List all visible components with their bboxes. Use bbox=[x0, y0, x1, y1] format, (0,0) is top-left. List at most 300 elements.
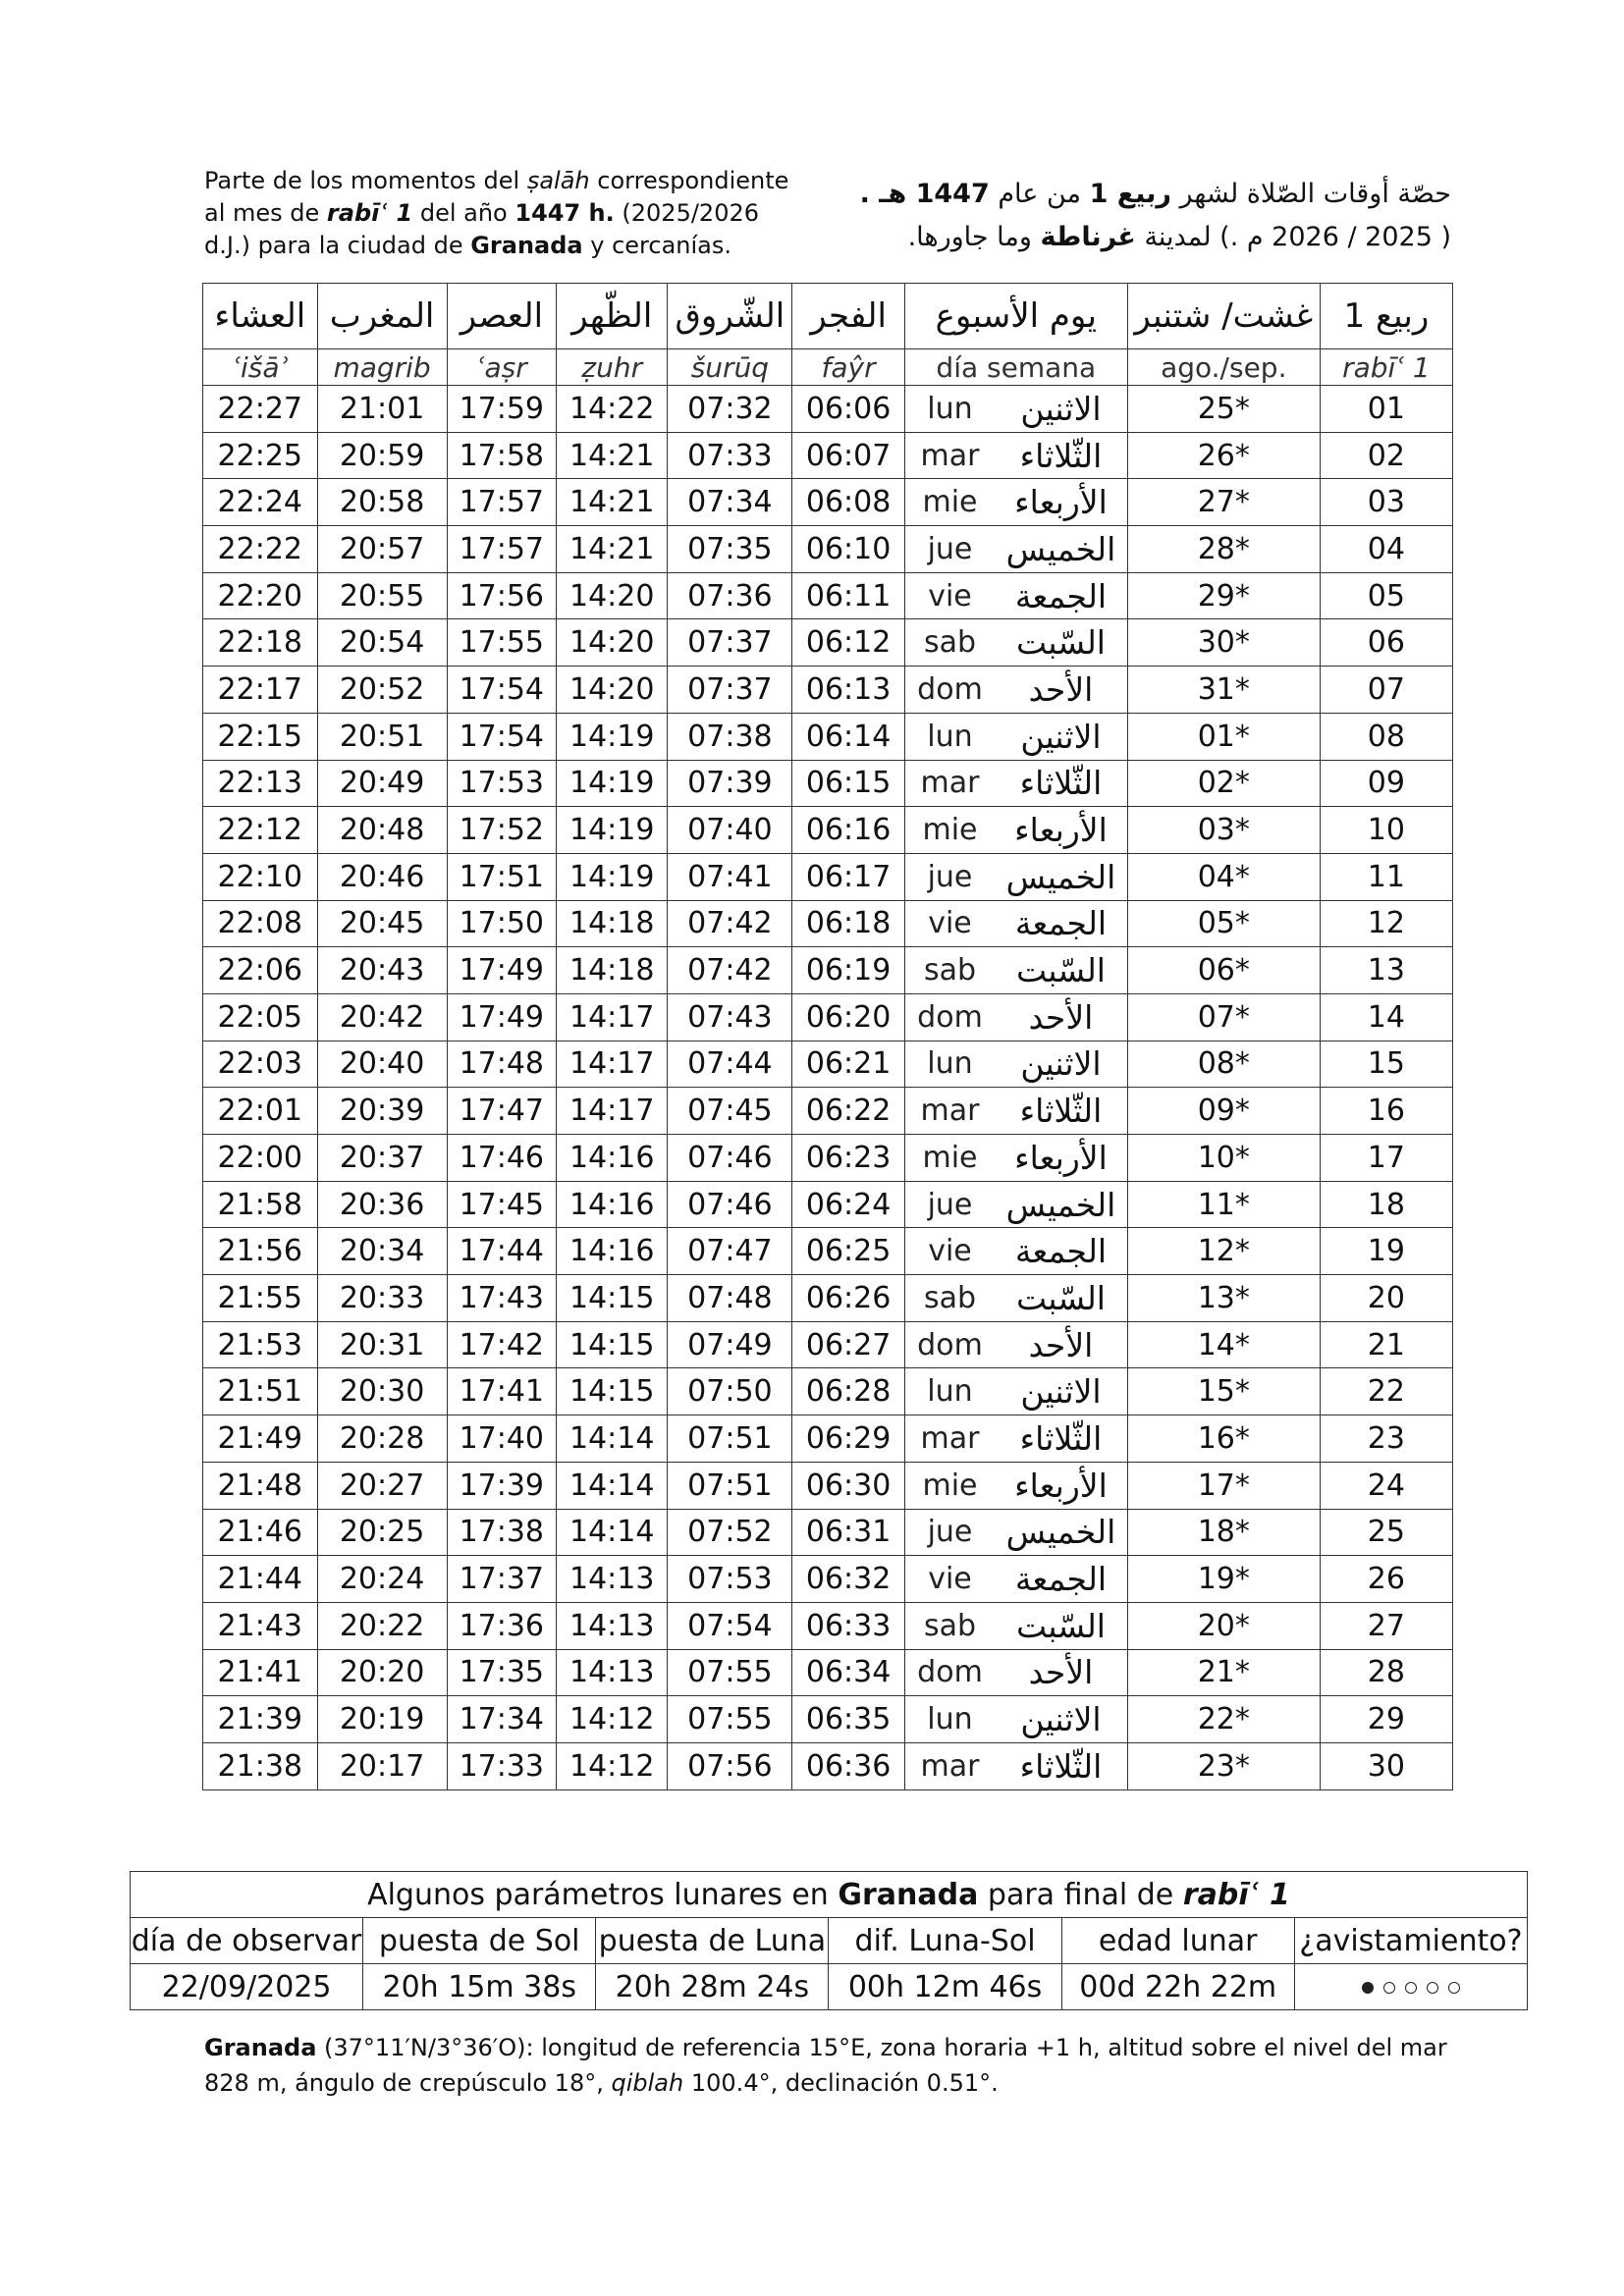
isha-cell: 21:39 bbox=[203, 1696, 318, 1743]
header-weekday-lat: día semana bbox=[904, 349, 1127, 386]
greg-day-cell: 18* bbox=[1127, 1509, 1320, 1556]
weekday-es-cell: vie bbox=[904, 1556, 995, 1603]
asr-cell: 17:54 bbox=[447, 667, 556, 714]
table-row bbox=[203, 386, 1453, 433]
maghrib-cell: 20:37 bbox=[317, 1135, 447, 1182]
zuhr-cell: 14:19 bbox=[557, 760, 668, 807]
zuhr-cell: 14:21 bbox=[557, 526, 668, 573]
weekday-ar-cell: الاثنين bbox=[995, 713, 1127, 760]
location-footer bbox=[204, 2030, 1471, 2101]
zuhr-cell: 14:13 bbox=[557, 1602, 668, 1649]
weekday-es-cell: mar bbox=[904, 760, 995, 807]
shuruq-cell: 07:47 bbox=[668, 1228, 792, 1275]
maghrib-cell: 20:22 bbox=[317, 1602, 447, 1649]
zuhr-cell: 14:19 bbox=[557, 853, 668, 900]
maghrib-cell: 20:59 bbox=[317, 432, 447, 479]
intro-ar-text-4: وما جاورها. bbox=[907, 222, 1032, 252]
zuhr-cell: 14:21 bbox=[557, 432, 668, 479]
table-row bbox=[203, 1556, 1453, 1603]
weekday-ar-cell: الجمعة bbox=[995, 1556, 1127, 1603]
hijri-day-cell: 07 bbox=[1320, 667, 1452, 714]
shuruq-cell: 07:46 bbox=[668, 1181, 792, 1228]
intro-ar-text-3: ( 2025 / 2026 م .) لمدينة bbox=[1144, 222, 1451, 252]
hijri-day-cell: 27 bbox=[1320, 1602, 1452, 1649]
isha-cell: 22:17 bbox=[203, 667, 318, 714]
isha-cell: 22:03 bbox=[203, 1041, 318, 1088]
maghrib-cell: 20:45 bbox=[317, 900, 447, 947]
hijri-day-cell: 17 bbox=[1320, 1135, 1452, 1182]
asr-cell: 17:41 bbox=[447, 1368, 556, 1415]
zuhr-cell: 14:14 bbox=[557, 1462, 668, 1509]
table-row bbox=[203, 1228, 1453, 1275]
hijri-day-cell: 03 bbox=[1320, 479, 1452, 526]
maghrib-cell: 20:27 bbox=[317, 1462, 447, 1509]
weekday-es-cell: lun bbox=[904, 713, 995, 760]
lunar-title-text-2: para final de bbox=[987, 1877, 1174, 1912]
greg-day-cell: 14* bbox=[1127, 1321, 1320, 1368]
fajr-cell: 06:14 bbox=[792, 713, 905, 760]
isha-cell: 22:10 bbox=[203, 853, 318, 900]
shuruq-cell: 07:51 bbox=[668, 1462, 792, 1509]
fajr-cell: 06:19 bbox=[792, 947, 905, 994]
isha-cell: 22:05 bbox=[203, 993, 318, 1041]
lunar-value-observe-day: 22/09/2025 bbox=[131, 1964, 363, 2010]
weekday-es-cell: vie bbox=[904, 1228, 995, 1275]
header-shuruq-lat: šurūq bbox=[668, 349, 792, 386]
greg-day-cell: 28* bbox=[1127, 526, 1320, 573]
header-row-arabic bbox=[203, 284, 1453, 349]
zuhr-cell: 14:16 bbox=[557, 1181, 668, 1228]
weekday-ar-cell: الخميس bbox=[995, 526, 1127, 573]
weekday-ar-cell: الخميس bbox=[995, 1181, 1127, 1228]
header-fajr-ar: الفجر bbox=[792, 284, 905, 349]
lunar-header-observe-day: día de observar bbox=[131, 1918, 363, 1964]
intro-es-year: 1447 h. bbox=[514, 199, 615, 227]
asr-cell: 17:34 bbox=[447, 1696, 556, 1743]
table-row bbox=[203, 1509, 1453, 1556]
asr-cell: 17:45 bbox=[447, 1181, 556, 1228]
hijri-day-cell: 02 bbox=[1320, 432, 1452, 479]
asr-cell: 17:33 bbox=[447, 1742, 556, 1789]
lunar-title-row bbox=[131, 1872, 1528, 1918]
greg-day-cell: 01* bbox=[1127, 713, 1320, 760]
table-row bbox=[203, 900, 1453, 947]
fajr-cell: 06:22 bbox=[792, 1088, 905, 1135]
table-row bbox=[203, 1275, 1453, 1322]
intro-es-text-5: y cercanías. bbox=[590, 232, 732, 259]
shuruq-cell: 07:56 bbox=[668, 1742, 792, 1789]
fajr-cell: 06:34 bbox=[792, 1649, 905, 1696]
maghrib-cell: 20:17 bbox=[317, 1742, 447, 1789]
greg-day-cell: 27* bbox=[1127, 479, 1320, 526]
hijri-day-cell: 18 bbox=[1320, 1181, 1452, 1228]
header-maghrib-ar: المغرب bbox=[317, 284, 447, 349]
lunar-header-moon-age: edad lunar bbox=[1061, 1918, 1294, 1964]
table-row bbox=[203, 479, 1453, 526]
asr-cell: 17:39 bbox=[447, 1462, 556, 1509]
isha-cell: 22:24 bbox=[203, 479, 318, 526]
weekday-es-cell: jue bbox=[904, 853, 995, 900]
shuruq-cell: 07:42 bbox=[668, 900, 792, 947]
hijri-day-cell: 16 bbox=[1320, 1088, 1452, 1135]
weekday-es-cell: mie bbox=[904, 479, 995, 526]
shuruq-cell: 07:48 bbox=[668, 1275, 792, 1322]
zuhr-cell: 14:14 bbox=[557, 1509, 668, 1556]
intro-es-city: Granada bbox=[470, 232, 583, 259]
asr-cell: 17:46 bbox=[447, 1135, 556, 1182]
isha-cell: 22:15 bbox=[203, 713, 318, 760]
fajr-cell: 06:32 bbox=[792, 1556, 905, 1603]
header-zuhr-ar: الظّهر bbox=[557, 284, 668, 349]
greg-day-cell: 29* bbox=[1127, 572, 1320, 619]
maghrib-cell: 20:40 bbox=[317, 1041, 447, 1088]
greg-day-cell: 02* bbox=[1127, 760, 1320, 807]
fajr-cell: 06:21 bbox=[792, 1041, 905, 1088]
asr-cell: 17:50 bbox=[447, 900, 556, 947]
weekday-ar-cell: الاثنين bbox=[995, 1696, 1127, 1743]
hijri-day-cell: 19 bbox=[1320, 1228, 1452, 1275]
intro-ar-text-1: حصّة أوقات الصّلاة لشهر bbox=[1179, 179, 1451, 209]
weekday-es-cell: vie bbox=[904, 900, 995, 947]
intro-ar-month: ربيع 1 bbox=[1089, 179, 1171, 209]
zuhr-cell: 14:17 bbox=[557, 1041, 668, 1088]
shuruq-cell: 07:53 bbox=[668, 1556, 792, 1603]
fajr-cell: 06:35 bbox=[792, 1696, 905, 1743]
lunar-value-row bbox=[131, 1964, 1528, 2010]
fajr-cell: 06:08 bbox=[792, 479, 905, 526]
isha-cell: 22:18 bbox=[203, 619, 318, 667]
shuruq-cell: 07:50 bbox=[668, 1368, 792, 1415]
fajr-cell: 06:30 bbox=[792, 1462, 905, 1509]
weekday-ar-cell: الجمعة bbox=[995, 572, 1127, 619]
empty-dot-icon bbox=[1405, 1982, 1417, 1994]
hijri-day-cell: 09 bbox=[1320, 760, 1452, 807]
maghrib-cell: 20:49 bbox=[317, 760, 447, 807]
shuruq-cell: 07:37 bbox=[668, 667, 792, 714]
asr-cell: 17:42 bbox=[447, 1321, 556, 1368]
fajr-cell: 06:06 bbox=[792, 386, 905, 433]
asr-cell: 17:47 bbox=[447, 1088, 556, 1135]
maghrib-cell: 20:43 bbox=[317, 947, 447, 994]
table-row bbox=[203, 572, 1453, 619]
header-isha-lat: ʿišāʾ bbox=[203, 349, 318, 386]
isha-cell: 21:43 bbox=[203, 1602, 318, 1649]
shuruq-cell: 07:33 bbox=[668, 432, 792, 479]
weekday-ar-cell: الجمعة bbox=[995, 900, 1127, 947]
shuruq-cell: 07:42 bbox=[668, 947, 792, 994]
hijri-day-cell: 29 bbox=[1320, 1696, 1452, 1743]
maghrib-cell: 20:33 bbox=[317, 1275, 447, 1322]
lunar-value-moon-age: 00d 22h 22m bbox=[1061, 1964, 1294, 2010]
header-greg-ar: غشت/ شتنبر bbox=[1127, 284, 1320, 349]
isha-cell: 21:49 bbox=[203, 1415, 318, 1463]
zuhr-cell: 14:14 bbox=[557, 1415, 668, 1463]
weekday-ar-cell: الأربعاء bbox=[995, 1462, 1127, 1509]
fajr-cell: 06:12 bbox=[792, 619, 905, 667]
fajr-cell: 06:26 bbox=[792, 1275, 905, 1322]
asr-cell: 17:35 bbox=[447, 1649, 556, 1696]
maghrib-cell: 20:51 bbox=[317, 713, 447, 760]
fajr-cell: 06:28 bbox=[792, 1368, 905, 1415]
empty-dot-icon bbox=[1383, 1982, 1395, 1994]
zuhr-cell: 14:20 bbox=[557, 667, 668, 714]
shuruq-cell: 07:36 bbox=[668, 572, 792, 619]
hijri-day-cell: 14 bbox=[1320, 993, 1452, 1041]
shuruq-cell: 07:43 bbox=[668, 993, 792, 1041]
zuhr-cell: 14:18 bbox=[557, 900, 668, 947]
shuruq-cell: 07:44 bbox=[668, 1041, 792, 1088]
shuruq-cell: 07:37 bbox=[668, 619, 792, 667]
asr-cell: 17:51 bbox=[447, 853, 556, 900]
greg-day-cell: 19* bbox=[1127, 1556, 1320, 1603]
shuruq-cell: 07:55 bbox=[668, 1649, 792, 1696]
greg-day-cell: 08* bbox=[1127, 1041, 1320, 1088]
table-row bbox=[203, 1368, 1453, 1415]
table-row bbox=[203, 1415, 1453, 1463]
fajr-cell: 06:20 bbox=[792, 993, 905, 1041]
hijri-day-cell: 22 bbox=[1320, 1368, 1452, 1415]
weekday-es-cell: mie bbox=[904, 1462, 995, 1509]
asr-cell: 17:53 bbox=[447, 760, 556, 807]
table-row bbox=[203, 993, 1453, 1041]
lunar-header-sighting: ¿avistamiento? bbox=[1294, 1918, 1527, 1964]
weekday-es-cell: lun bbox=[904, 1041, 995, 1088]
weekday-ar-cell: الأربعاء bbox=[995, 1135, 1127, 1182]
header-zuhr-lat: ẓuhr bbox=[557, 349, 668, 386]
shuruq-cell: 07:32 bbox=[668, 386, 792, 433]
weekday-es-cell: mar bbox=[904, 1088, 995, 1135]
table-row bbox=[203, 760, 1453, 807]
prayer-times-table bbox=[202, 283, 1453, 1790]
header-maghrib-lat: magrib bbox=[317, 349, 447, 386]
asr-cell: 17:56 bbox=[447, 572, 556, 619]
weekday-ar-cell: الاثنين bbox=[995, 1368, 1127, 1415]
asr-cell: 17:37 bbox=[447, 1556, 556, 1603]
weekday-ar-cell: الثّلاثاء bbox=[995, 1415, 1127, 1463]
table-row bbox=[203, 807, 1453, 854]
lunar-header-moon-sun-diff: dif. Luna-Sol bbox=[829, 1918, 1061, 1964]
intro-es-text-1: Parte de los momentos del bbox=[204, 167, 520, 194]
table-row bbox=[203, 1181, 1453, 1228]
isha-cell: 21:56 bbox=[203, 1228, 318, 1275]
shuruq-cell: 07:45 bbox=[668, 1088, 792, 1135]
isha-cell: 21:46 bbox=[203, 1509, 318, 1556]
weekday-ar-cell: الاثنين bbox=[995, 1041, 1127, 1088]
intro-ar-year: 1447 هـ . bbox=[859, 179, 990, 209]
isha-cell: 22:12 bbox=[203, 807, 318, 854]
weekday-ar-cell: الثّلاثاء bbox=[995, 1088, 1127, 1135]
hijri-day-cell: 08 bbox=[1320, 713, 1452, 760]
table-row bbox=[203, 947, 1453, 994]
footer-qiblah: qiblah bbox=[611, 2069, 684, 2097]
zuhr-cell: 14:19 bbox=[557, 713, 668, 760]
table-row bbox=[203, 619, 1453, 667]
table-row bbox=[203, 1088, 1453, 1135]
fajr-cell: 06:13 bbox=[792, 667, 905, 714]
intro-ar-city: غرناطة bbox=[1040, 222, 1136, 252]
fajr-cell: 06:15 bbox=[792, 760, 905, 807]
isha-cell: 21:58 bbox=[203, 1181, 318, 1228]
header-hijri-lat: rabīʿ 1 bbox=[1320, 349, 1452, 386]
shuruq-cell: 07:52 bbox=[668, 1509, 792, 1556]
fajr-cell: 06:36 bbox=[792, 1742, 905, 1789]
fajr-cell: 06:25 bbox=[792, 1228, 905, 1275]
weekday-ar-cell: الأربعاء bbox=[995, 479, 1127, 526]
isha-cell: 22:01 bbox=[203, 1088, 318, 1135]
shuruq-cell: 07:51 bbox=[668, 1415, 792, 1463]
asr-cell: 17:49 bbox=[447, 947, 556, 994]
zuhr-cell: 14:17 bbox=[557, 993, 668, 1041]
weekday-es-cell: lun bbox=[904, 1696, 995, 1743]
empty-dot-icon bbox=[1448, 1982, 1460, 1994]
greg-day-cell: 04* bbox=[1127, 853, 1320, 900]
table-row bbox=[203, 432, 1453, 479]
weekday-ar-cell: الأربعاء bbox=[995, 807, 1127, 854]
zuhr-cell: 14:21 bbox=[557, 479, 668, 526]
footer-text-1: (37°11′N/3°36′O): longitud de referencia 15°E, zona horaria +1 h, altitud sobre el nivel del mar 828 m, ángulo de crepúsculo 18°, bbox=[204, 2034, 1447, 2097]
zuhr-cell: 14:12 bbox=[557, 1696, 668, 1743]
maghrib-cell: 20:31 bbox=[317, 1321, 447, 1368]
lunar-value-sunset: 20h 15m 38s bbox=[363, 1964, 596, 2010]
zuhr-cell: 14:15 bbox=[557, 1321, 668, 1368]
hijri-day-cell: 20 bbox=[1320, 1275, 1452, 1322]
zuhr-cell: 14:15 bbox=[557, 1368, 668, 1415]
intro-es-salah: ṣalāh bbox=[526, 167, 590, 194]
shuruq-cell: 07:55 bbox=[668, 1696, 792, 1743]
zuhr-cell: 14:18 bbox=[557, 947, 668, 994]
header-greg-lat: ago./sep. bbox=[1127, 349, 1320, 386]
hijri-day-cell: 04 bbox=[1320, 526, 1452, 573]
hijri-day-cell: 10 bbox=[1320, 807, 1452, 854]
maghrib-cell: 20:42 bbox=[317, 993, 447, 1041]
isha-cell: 22:20 bbox=[203, 572, 318, 619]
weekday-es-cell: sab bbox=[904, 619, 995, 667]
maghrib-cell: 20:54 bbox=[317, 619, 447, 667]
weekday-ar-cell: السّبت bbox=[995, 1275, 1127, 1322]
weekday-ar-cell: الثّلاثاء bbox=[995, 1742, 1127, 1789]
weekday-ar-cell: الأحد bbox=[995, 1321, 1127, 1368]
zuhr-cell: 14:12 bbox=[557, 1742, 668, 1789]
shuruq-cell: 07:35 bbox=[668, 526, 792, 573]
weekday-ar-cell: الأحد bbox=[995, 993, 1127, 1041]
weekday-es-cell: mar bbox=[904, 432, 995, 479]
weekday-ar-cell: الجمعة bbox=[995, 1228, 1127, 1275]
maghrib-cell: 20:58 bbox=[317, 479, 447, 526]
table-row bbox=[203, 667, 1453, 714]
table-row bbox=[203, 1602, 1453, 1649]
table-row bbox=[203, 1696, 1453, 1743]
fajr-cell: 06:07 bbox=[792, 432, 905, 479]
lunar-title-city: Granada bbox=[838, 1877, 979, 1912]
maghrib-cell: 20:34 bbox=[317, 1228, 447, 1275]
fajr-cell: 06:10 bbox=[792, 526, 905, 573]
weekday-es-cell: jue bbox=[904, 526, 995, 573]
asr-cell: 17:58 bbox=[447, 432, 556, 479]
fajr-cell: 06:17 bbox=[792, 853, 905, 900]
maghrib-cell: 20:55 bbox=[317, 572, 447, 619]
header-hijri-ar: ربيع 1 bbox=[1320, 284, 1452, 349]
greg-day-cell: 17* bbox=[1127, 1462, 1320, 1509]
intro-spanish bbox=[204, 165, 793, 262]
zuhr-cell: 14:15 bbox=[557, 1275, 668, 1322]
hijri-day-cell: 05 bbox=[1320, 572, 1452, 619]
weekday-es-cell: dom bbox=[904, 667, 995, 714]
table-row bbox=[203, 526, 1453, 573]
isha-cell: 21:38 bbox=[203, 1742, 318, 1789]
isha-cell: 21:51 bbox=[203, 1368, 318, 1415]
asr-cell: 17:59 bbox=[447, 386, 556, 433]
table-row bbox=[203, 853, 1453, 900]
weekday-es-cell: lun bbox=[904, 1368, 995, 1415]
shuruq-cell: 07:40 bbox=[668, 807, 792, 854]
hijri-day-cell: 26 bbox=[1320, 1556, 1452, 1603]
header-asr-ar: العصر bbox=[447, 284, 556, 349]
weekday-es-cell: dom bbox=[904, 993, 995, 1041]
weekday-ar-cell: الأحد bbox=[995, 667, 1127, 714]
footer-city: Granada bbox=[204, 2034, 317, 2061]
lunar-title-month: rabīʿ 1 bbox=[1182, 1877, 1290, 1912]
greg-day-cell: 22* bbox=[1127, 1696, 1320, 1743]
hijri-day-cell: 30 bbox=[1320, 1742, 1452, 1789]
zuhr-cell: 14:13 bbox=[557, 1649, 668, 1696]
zuhr-cell: 14:22 bbox=[557, 386, 668, 433]
greg-day-cell: 09* bbox=[1127, 1088, 1320, 1135]
intro-es-text-2: correspondiente al mes de bbox=[204, 167, 789, 227]
greg-day-cell: 13* bbox=[1127, 1275, 1320, 1322]
header-asr-lat: ʿaṣr bbox=[447, 349, 556, 386]
fajr-cell: 06:16 bbox=[792, 807, 905, 854]
asr-cell: 17:55 bbox=[447, 619, 556, 667]
maghrib-cell: 21:01 bbox=[317, 386, 447, 433]
table-row bbox=[203, 713, 1453, 760]
asr-cell: 17:49 bbox=[447, 993, 556, 1041]
hijri-day-cell: 28 bbox=[1320, 1649, 1452, 1696]
isha-cell: 21:55 bbox=[203, 1275, 318, 1322]
table-row bbox=[203, 1742, 1453, 1789]
asr-cell: 17:43 bbox=[447, 1275, 556, 1322]
lunar-value-moon-sun-diff: 00h 12m 46s bbox=[829, 1964, 1061, 2010]
header-fajr-lat: faŷr bbox=[792, 349, 905, 386]
zuhr-cell: 14:20 bbox=[557, 619, 668, 667]
fajr-cell: 06:23 bbox=[792, 1135, 905, 1182]
maghrib-cell: 20:52 bbox=[317, 667, 447, 714]
fajr-cell: 06:18 bbox=[792, 900, 905, 947]
shuruq-cell: 07:38 bbox=[668, 713, 792, 760]
isha-cell: 22:22 bbox=[203, 526, 318, 573]
fajr-cell: 06:24 bbox=[792, 1181, 905, 1228]
empty-dot-icon bbox=[1427, 1982, 1438, 1994]
maghrib-cell: 20:24 bbox=[317, 1556, 447, 1603]
isha-cell: 22:13 bbox=[203, 760, 318, 807]
asr-cell: 17:54 bbox=[447, 713, 556, 760]
weekday-ar-cell: الاثنين bbox=[995, 386, 1127, 433]
asr-cell: 17:40 bbox=[447, 1415, 556, 1463]
hijri-day-cell: 06 bbox=[1320, 619, 1452, 667]
greg-day-cell: 10* bbox=[1127, 1135, 1320, 1182]
weekday-es-cell: dom bbox=[904, 1321, 995, 1368]
greg-day-cell: 12* bbox=[1127, 1228, 1320, 1275]
weekday-ar-cell: الخميس bbox=[995, 1509, 1127, 1556]
weekday-es-cell: mie bbox=[904, 1135, 995, 1182]
header-row-latin bbox=[203, 349, 1453, 386]
greg-day-cell: 21* bbox=[1127, 1649, 1320, 1696]
fajr-cell: 06:33 bbox=[792, 1602, 905, 1649]
isha-cell: 21:48 bbox=[203, 1462, 318, 1509]
greg-day-cell: 25* bbox=[1127, 386, 1320, 433]
isha-cell: 22:25 bbox=[203, 432, 318, 479]
lunar-header-sunset: puesta de Sol bbox=[363, 1918, 596, 1964]
maghrib-cell: 20:46 bbox=[317, 853, 447, 900]
